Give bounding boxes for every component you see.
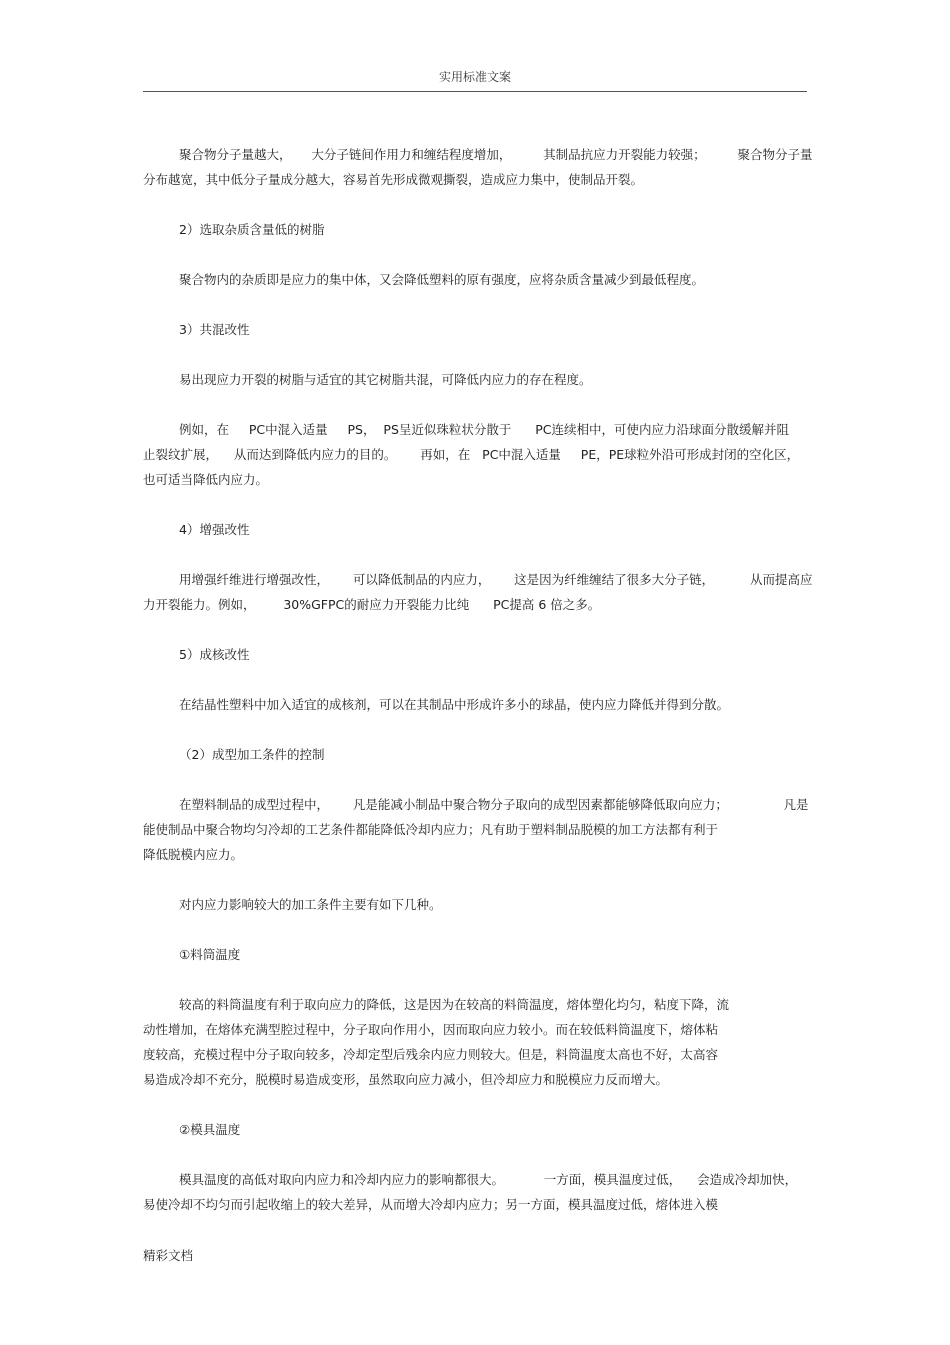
paragraph (143, 792, 807, 867)
document-body (143, 142, 813, 1242)
paragraph (143, 567, 813, 617)
paragraph-line: 在塑料制品的成型过程中， 凡是能减小制品中聚合物分子取向的成型因素都能够降低取向应力； 凡是 (179, 797, 809, 812)
paragraph-line: 易出现应力开裂的树脂与适宜的其它树脂共混，可降低内应力的存在程度。 (179, 372, 592, 387)
paragraph-line: 也可适当降低内应力。 (143, 472, 269, 487)
paragraph-line: 模具温度的高低对取向内应力和冷却内应力的影响都很大。 一方面，模具温度过低， 会造成冷却加快， (179, 1172, 798, 1187)
paragraph (143, 142, 813, 192)
paragraph-line: 聚合物分子量越大， 大分子链间作用力和缠结程度增加， 其制品抗应力开裂能力较强； 聚合物分子量 (179, 147, 813, 162)
paragraph-line: 聚合物内的杂质即是应力的集中体，又会降低塑料的原有强度，应将杂质含量减少到最低程度。 (179, 272, 705, 287)
page-header: 实用标准文案 (438, 70, 511, 84)
paragraph (143, 992, 807, 1092)
paragraph-line: 对内应力影响较大的加工条件主要有如下几种。 (179, 897, 442, 912)
header-rule (143, 91, 807, 92)
paragraph-line: 降低脱模内应力。 (143, 847, 244, 862)
paragraph (143, 367, 807, 392)
paragraph (143, 892, 807, 917)
paragraph (143, 692, 807, 717)
paragraph-line: 易造成冷却不充分，脱模时易造成变形，虽然取向应力减小，但冷却应力和脱模应力反而增大。 (143, 1072, 669, 1087)
section-heading: （2）成型加工条件的控制 (179, 747, 325, 762)
section-heading: 5）成核改性 (179, 647, 250, 662)
section-heading: 3）共混改性 (179, 322, 250, 337)
paragraph-line: 较高的料筒温度有利于取向应力的降低，这是因为在较高的料筒温度，熔体塑化均匀，粘度下降，流 (179, 997, 730, 1012)
paragraph (143, 417, 807, 492)
section-heading: ①料筒温度 (179, 947, 241, 962)
page-footer: 精彩文档 (143, 1248, 194, 1263)
paragraph-line: 能使制品中聚合物均匀冷却的工艺条件都能降低冷却内应力；凡有助于塑料制品脱模的加工方法都有利于 (143, 822, 719, 837)
paragraph-line: 用增强纤维进行增强改性， 可以降低制品的内应力， 这是因为纤维缠结了很多大分子链， 从而提高应 (179, 572, 813, 587)
paragraph-line: 度较高，充模过程中分子取向较多，冷却定型后残余内应力则较大。但是，料筒温度太高也不好，太高容 (143, 1047, 719, 1062)
paragraph (143, 267, 807, 292)
paragraph (143, 1167, 807, 1217)
paragraph-line: 分布越宽，其中低分子量成分越大，容易首先形成微观撕裂，造成应力集中，使制品开裂。 (143, 172, 644, 187)
paragraph-line: 止裂纹扩展， 从而达到降低内应力的目的。 再如，在 PC中混入适量 PE，PE球粒外沿可形成封闭的空化区， (143, 447, 800, 462)
paragraph-line: 例如，在 PC中混入适量 PS， PS呈近似珠粒状分散于 PC连续相中，可使内应力沿球面分散缓解并阻 (179, 422, 789, 437)
paragraph-line: 力开裂能力。例如， 30%GFPC的耐应力开裂能力比纯 PC提高 6 倍之多。 (143, 597, 601, 612)
section-heading: 4）增强改性 (179, 522, 250, 537)
paragraph-line: 易使冷却不均匀而引起收缩上的较大差异，从而增大冷却内应力；另一方面，模具温度过低，熔体进入模 (143, 1197, 719, 1212)
paragraph-line: 动性增加，在熔体充满型腔过程中，分子取向作用小，因而取向应力较小。而在较低料筒温度下，熔体粘 (143, 1022, 719, 1037)
paragraph-line: 在结晶性塑料中加入适宜的成核剂，可以在其制品中形成许多小的球晶，使内应力降低并得到分散。 (179, 697, 730, 712)
section-heading: 2）选取杂质含量低的树脂 (179, 222, 325, 237)
section-heading: ②模具温度 (179, 1122, 241, 1137)
